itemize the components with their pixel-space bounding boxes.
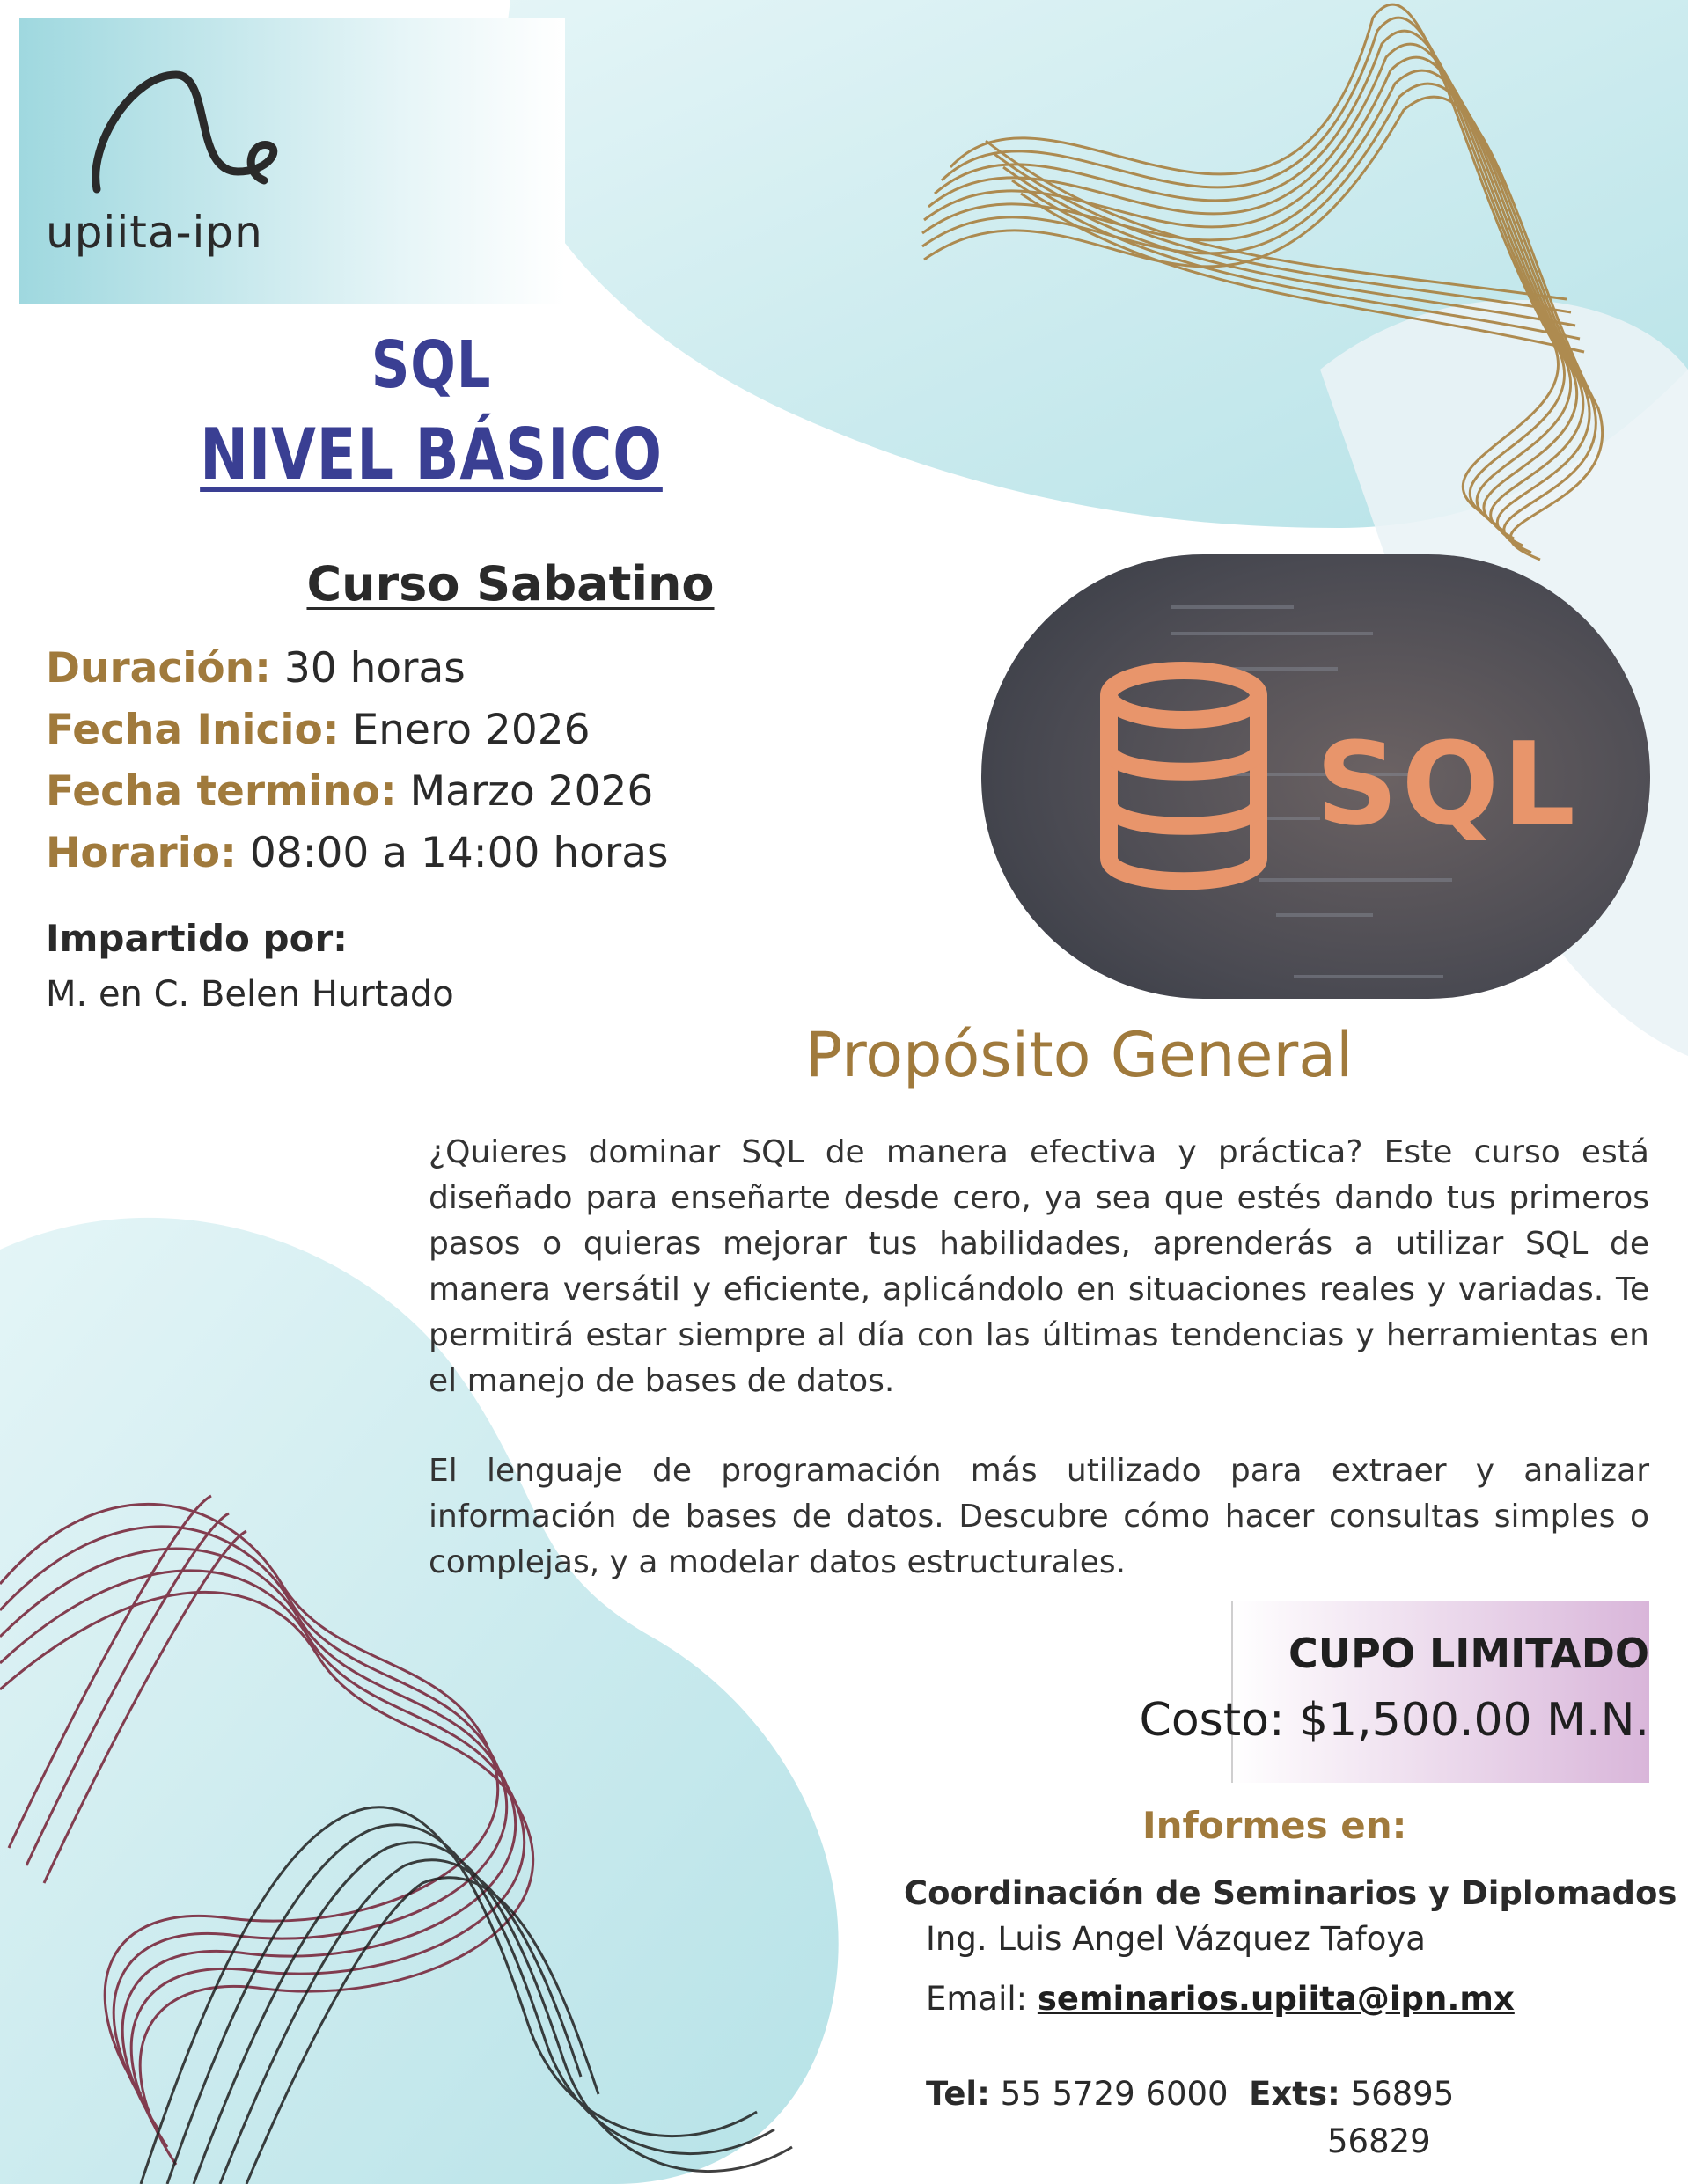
- course-title-line2: NIVEL BÁSICO: [200, 414, 663, 495]
- detail-value: 30 horas: [283, 644, 466, 693]
- purpose-heading: Propósito General: [805, 1019, 1354, 1091]
- logo-text: upiita-ipn: [46, 207, 263, 258]
- instructor-name: M. en C. Belen Hurtado: [46, 974, 454, 1015]
- tel-label: Tel:: [926, 2075, 990, 2113]
- detail-schedule: [46, 823, 669, 884]
- detail-label: Fecha termino:: [46, 767, 397, 816]
- course-details: [46, 638, 669, 884]
- sql-image-text: SQL: [1316, 717, 1579, 851]
- instructor-label: Impartido por:: [46, 917, 348, 960]
- limited-seats-badge: CUPO LIMITADO: [1288, 1630, 1649, 1677]
- detail-start-date: [46, 700, 669, 761]
- detail-end-date: [46, 761, 669, 823]
- detail-label: Horario:: [46, 829, 237, 877]
- tel-number: 55 5729 6000: [1000, 2075, 1229, 2113]
- purpose-paragraph-1: ¿Quieres dominar SQL de manera efectiva y práctica? Este curso está diseñado para enseñarte desde cero, ya sea que estés dando tus primeros pasos o quieras mejorar tus habilidades, aprenderás a utilizar SQL de manera versátil y eficiente, aplicándolo en situaciones reales y variadas. Te permitirá estar siempre al día con las últimas tendencias y herramientas en el manejo de bases de datos.: [429, 1134, 1649, 1399]
- detail-label: Duración:: [46, 644, 271, 693]
- detail-value: Marzo 2026: [409, 767, 654, 816]
- email-label: Email:: [926, 1980, 1028, 2018]
- detail-duration: [46, 638, 669, 700]
- contact-office: Coordinación de Seminarios y Diplomados: [904, 1874, 1677, 1912]
- course-title-line1: SQL: [371, 327, 492, 403]
- ext-number-2: 56829: [1327, 2122, 1431, 2160]
- cost-band: [1230, 1601, 1649, 1783]
- contact-email-row: [926, 1980, 1515, 2018]
- purpose-paragraph-2: El lenguaje de programación más utilizado para extraer y analizar información de bases de datos. Descubre cómo hacer consultas simples o complejas, y a modelar datos estructurales.: [429, 1453, 1649, 1580]
- ext-number-1: 56895: [1350, 2075, 1455, 2113]
- detail-value: Enero 2026: [352, 706, 591, 754]
- contact-person: Ing. Luis Angel Vázquez Tafoya: [926, 1920, 1426, 1958]
- logo: [44, 66, 308, 268]
- course-cost: Costo: $1,500.00 M.N.: [1139, 1694, 1649, 1747]
- ext-label: Exts:: [1249, 2075, 1340, 2113]
- contact-phone-row: [926, 2075, 1454, 2113]
- logo-mark-icon: [79, 66, 299, 198]
- detail-label: Fecha Inicio:: [46, 706, 340, 754]
- contact-heading: Informes en:: [1142, 1804, 1407, 1847]
- course-subtitle: Curso Sabatino: [306, 556, 715, 612]
- detail-value: 08:00 a 14:00 horas: [249, 829, 669, 877]
- email-link[interactable]: seminarios.upiita@ipn.mx: [1037, 1980, 1515, 2018]
